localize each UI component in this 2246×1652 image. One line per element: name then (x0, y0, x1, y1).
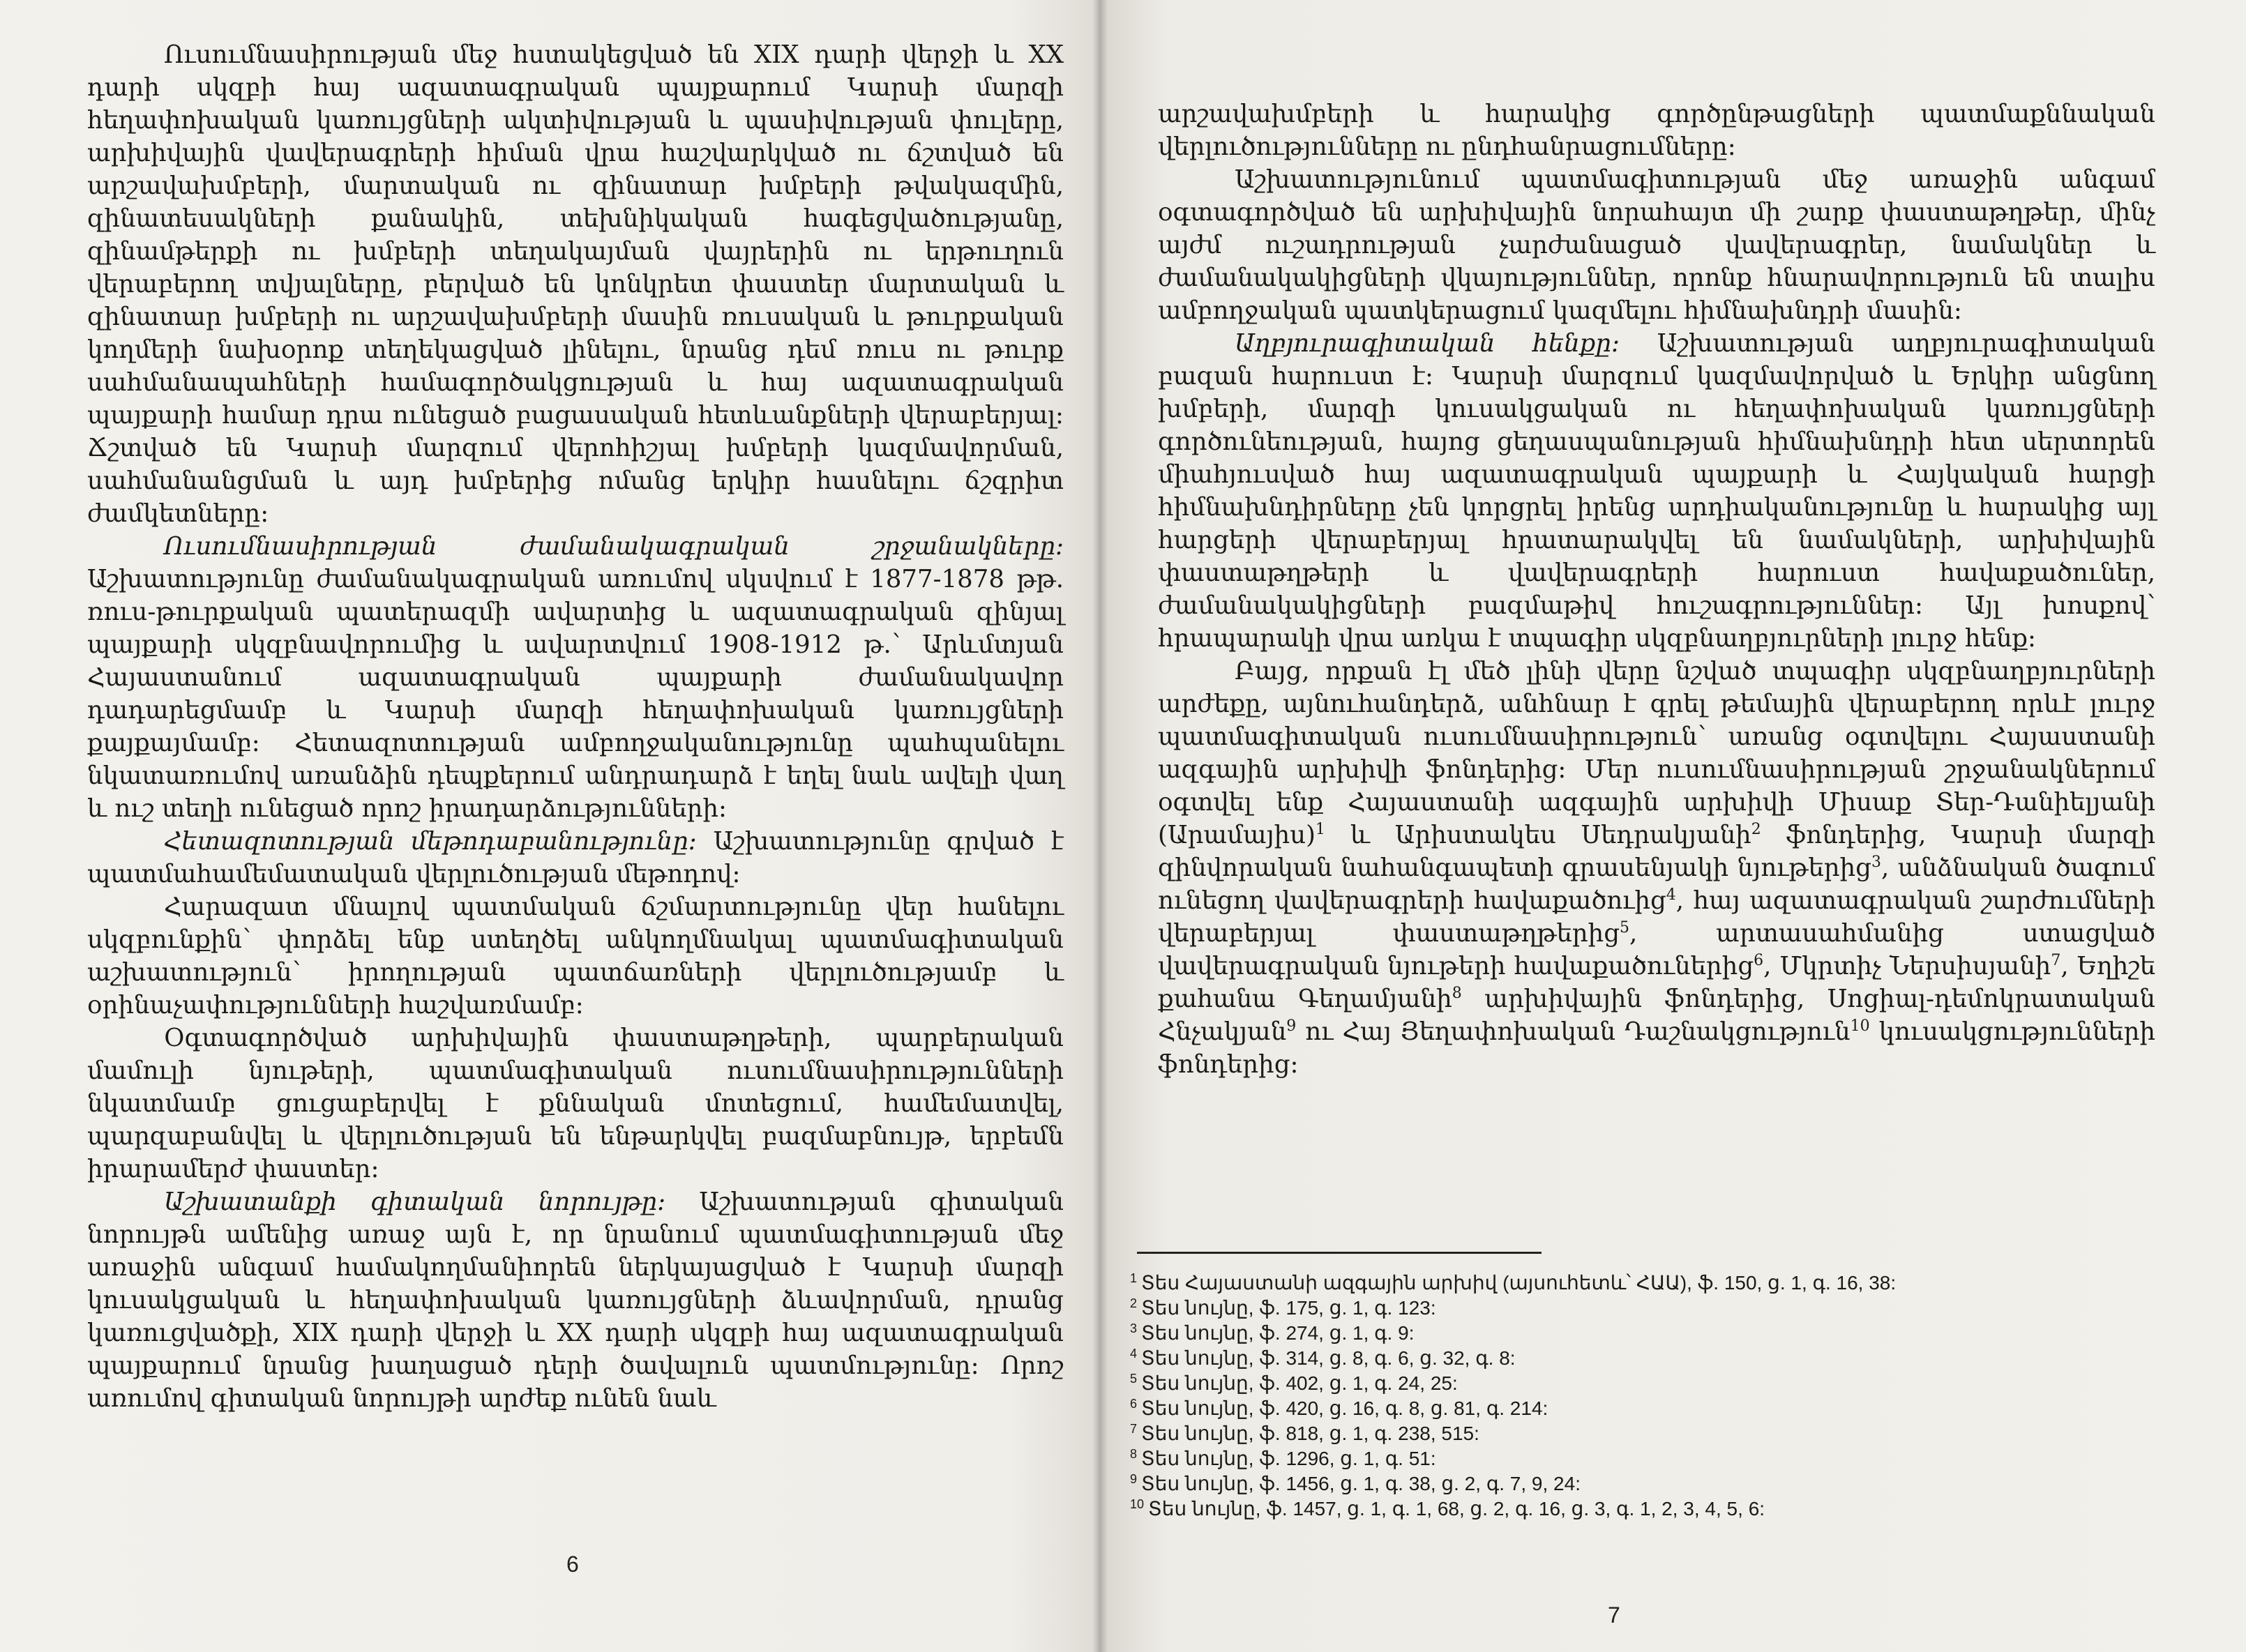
footnote-item (1130, 1371, 2190, 1396)
footnote-ref-4[interactable]: 4 (1666, 886, 1676, 904)
footnote-ref-8[interactable]: 8 (1452, 985, 1462, 1003)
footnote-number: 3 (1130, 1321, 1138, 1335)
paragraph-new-documents: Աշխատությունում պատմագիտության մեջ առաջին անգամ օգտագործված են արխիվային նորահայտ մի շարք փաստաթղթեր, մինչ այժմ ուշադրության չարժանացած վավերագրեր, նամակներ և ժամանակակիցների վկայություններ, որոնք հնարավորություն են տալիս ամբողջական պատկերացում կազմելու հիմնախնդրի մասին: (1158, 165, 2155, 325)
paragraph-source-base (1158, 327, 2155, 655)
footnote-ref-9[interactable]: 9 (1286, 1017, 1297, 1036)
footnote-number: 5 (1130, 1371, 1138, 1386)
footnote-text: Տես նույնը, ֆ. 274, ց. 1, գ. 9: (1141, 1322, 1415, 1344)
paragraph-archive-funds (1158, 655, 2155, 1081)
paragraph-research-summary: Ուսումնասիրության մեջ հստակեցված են XIX դարի վերջի և XX դարի սկզբի հայ ազատագրական պայքարում Կարսի մարզի հեղափոխական կառույցների ակտիվության և պասիվության փուլերը, արխիվային վավերագրերի հիման վրա հաշվարկված ու ճշտված են արշավախմբերի, մարտական ու զինատար խմբերի թվակազմին, զինատեսակների քանակին, տեխնիկական հագեցվածությանը, զինամթերքի ու խմբերի տեղակայման վայրերին ու երթուղուն վերաբերող տվյալները, բերված են կոնկրետ փաստեր մարտական և զինատար խմբերի ու արշավախմբերի մասին ռուսական և թուրքական կողմերի նախօրոք տեղեկացված լինելու, նրանց դեմ ռուս ու թուրք սահմանապահների համագործակցության և հայ ազատագրական պայքարի համար դրա ունեցած բացասական հետևանքների վերաբերյալ: Ճշտված են Կարսի մարզում վերոհիշյալ խմբերի կազմավորման, սահմանանցման և այդ խմբերից ոմանց երկիր հասնելու ճշգրիտ ժամկետները: (87, 40, 1064, 528)
footnote-item (1130, 1446, 2190, 1471)
archive-text-j: ու Հայ Յեղափոխական Դաշնակցություն (1296, 1017, 1851, 1046)
footnote-text: Տես նույնը, ֆ. 818, ց. 1, գ. 238, 515: (1141, 1423, 1479, 1444)
footnote-text: Տես նույնը, ֆ. 1457, ց. 1, գ. 1, 68, ց. 2, գ. 16, ց. 3, գ. 1, 2, 3, 4, 5, 6: (1148, 1498, 1765, 1520)
paragraph-chronological-scope (87, 530, 1064, 825)
source-base-text: Աշխատության աղբյուրագիտական բազան հարուստ է: Կարսի մարզում կազմավորված և Երկիր անցնող խմբերի, մարզի կուսակցական ու հեղափոխական կառույցների գործունեության, հայոց ցեղասպանության հիմնախնդրի հետ սերտորեն միահյուսված հայ ազատագրական պայքարի և Հայկական հարցի հիմնախնդիրները չեն կորցրել իրենց արդիականությունը և հարակից այլ հարցերի վերաբերյալ հրատարակվել են նամակների, արխիվային փաստաթղթերի և վավերագրերի հարուստ հավաքածուներ, ժամանակակիցների բազմաթիվ հուշագրություններ: Այլ խոսքով՝ հրապարակի վրա առկա է տպագիր սկզբնաղբյուրների լուրջ հենք: (1158, 329, 2155, 653)
footnote-number: 6 (1130, 1396, 1138, 1411)
footnote-item (1130, 1321, 2190, 1346)
archive-text-d: , անձնական ծագում ունեցող վավերագրերի հավաքածուից (1158, 854, 2155, 915)
footnote-number: 10 (1130, 1496, 1145, 1511)
footnote-number: 2 (1130, 1296, 1138, 1310)
archive-text-h: , Եղիշե քահանա Գեղամյանի (1158, 952, 2155, 1013)
footnote-item (1130, 1296, 2190, 1321)
archive-text-k: կուսակցությունների ֆոնդերից: (1158, 1017, 2155, 1079)
footnotes-list (1130, 1271, 2190, 1522)
book-gutter (1092, 0, 1108, 1652)
footnote-number: 8 (1130, 1446, 1138, 1461)
footnote-text: Տես նույնը, ֆ. 420, ց. 16, գ. 8, ց. 81, գ. 214: (1141, 1397, 1548, 1419)
archive-text-a: Բայց, որքան էլ մեծ լինի վերը նշված տպագիր սկզբնաղբյուրների արժեքը, այնուհանդերձ, անհնար է գրել թեմային վերաբերող որևէ լուրջ պատմագիտական ուսումնասիրություն՝ առանց օգտվելու Հայաստանի ազգային արխիվի ֆոնդերից: Մեր ուսումնասիրության շրջանակներում օգտվել ենք Հայաստանի ազգային արխիվի Միսաք Տեր-Դանիելյանի (Արամայիս) (1158, 657, 2155, 849)
chronological-scope-text: Աշխատությունը ժամանակագրական առումով սկսվում է 1877-1878 թթ. ռուս-թուրքական պատերազմի ավարտից և ազատագրական զինյալ պայքարի սկզբնավորումից և ավարտվում 1908-1912 թ.՝ Արևմտյան Հայաստանում ազատագրական պայքարի ժամանակավոր դադարեցմամբ և Կարսի մարզի հեղափոխական կառույցների քայքայմամբ: Հետազոտության ամբողջականությունը պահպանելու նկատառումով առանձին դեպքերում անդրադարձ է եղել նաև ավելի վաղ և ուշ տեղի ունեցած որոշ իրադարձությունների: (87, 565, 1064, 823)
footnote-ref-2[interactable]: 2 (1751, 821, 1761, 839)
footnote-item (1130, 1496, 2190, 1522)
archive-text-b: և Արիստակես Սեդրակյանի (1325, 821, 1751, 849)
paragraph-scientific-novelty (87, 1185, 1064, 1415)
archive-text-i: արխիվային ֆոնդերից, Սոցիալ-դեմոկրատական Հնչակյան (1158, 985, 2155, 1046)
footnote-text: Տես նույնը, ֆ. 314, ց. 8, գ. 6, ց. 32, գ. 8: (1141, 1347, 1516, 1369)
footnote-text: Տես նույնը, ֆ. 1456, ց. 1, գ. 38, ց. 2, գ. 7, 9, 24: (1141, 1473, 1581, 1494)
page-number-right: 7 (1608, 1602, 1620, 1628)
footnote-ref-3[interactable]: 3 (1871, 854, 1881, 872)
footnote-divider (1137, 1252, 1542, 1254)
footnote-number: 9 (1130, 1471, 1138, 1486)
methodology-text: Աշխատությունը գրված է պատմահամեմատական վերլուծության մեթոդով: (87, 827, 1064, 888)
paragraph-sources-approach: Օգտագործված արխիվային փաստաթղթերի, պարբերական մամուլի նյութերի, պատմագիտական ուսումնասիրությունների նկատմամբ ցուցաբերվել է քննական մոտեցում, համեմատվել, պարզաբանվել և վերլուծության են ենթարկվել բազմաբնույթ, երբեմն իրարամերժ փաստեր: (87, 1024, 1064, 1183)
page-number-left: 6 (566, 1552, 579, 1577)
footnote-text: Տես նույնը, ֆ. 175, ց. 1, գ. 123: (1141, 1297, 1436, 1319)
paragraph-objectivity: Հարազատ մնալով պատմական ճշմարտությունը վեր հանելու սկզբունքին՝ փորձել ենք ստեղծել անկողմնակալ պատմագիտական աշխատություն՝ իրողության պատճառների վերլուծությամբ և օրինաչափությունների հաշվառմամբ: (87, 893, 1064, 1020)
footnote-item (1130, 1271, 2190, 1296)
right-page (1099, 0, 2246, 1652)
scientific-novelty-text: Աշխատության գիտական նորույթն ամենից առաջ այն է, որ նրանում պատմագիտության մեջ առաջին անգամ համակողմանիորեն ներկայացված է Կարսի մարզի կուսակցական և հեղափոխական կառույցների ձևավորման, դրանց կառուցվածքի, XIX դարի վերջի և XX դարի սկզբի հայ ազատագրական պայքարում նրանց խաղացած դերի ծավալուն պատմությունը: Որոշ առումով գիտական նորույթի արժեք ունեն նաև (87, 1188, 1064, 1413)
archive-text-c: ֆոնդերից, Կարսի մարզի զինվորական նահանգապետի գրասենյակի նյութերից (1158, 821, 2155, 882)
heading-chronological-scope: Ուսումնասիրության ժամանակագրական շրջանակները: (164, 532, 1064, 561)
footnote-text: Տես Հայաստանի ազգային արխիվ (այսուհետև՝ ՀԱԱ), ֆ. 150, ց. 1, գ. 16, 38: (1141, 1272, 1897, 1294)
footnote-number: 4 (1130, 1346, 1138, 1361)
footnote-ref-6[interactable]: 6 (1754, 952, 1764, 970)
footnote-number: 7 (1130, 1421, 1138, 1436)
paragraph-methodology (87, 825, 1064, 891)
footnote-number: 1 (1130, 1271, 1138, 1285)
footnote-item (1130, 1421, 2190, 1446)
footnote-item (1130, 1346, 2190, 1371)
archive-text-e: , հայ ազատագրական շարժումների վերաբերյալ փաստաթղթերից (1158, 886, 2155, 948)
heading-source-base: Աղբյուրագիտական հենքը: (1235, 329, 1620, 358)
footnote-ref-10[interactable]: 10 (1850, 1017, 1870, 1036)
footnote-item (1130, 1396, 2190, 1421)
archive-text-g: , Մկրտիչ Ներսիսյանի (1763, 952, 2051, 980)
footnote-ref-5[interactable]: 5 (1620, 919, 1630, 937)
heading-scientific-novelty: Աշխատանքի գիտական նորույթը: (164, 1188, 666, 1216)
heading-methodology: Հետազոտության մեթոդաբանությունը: (164, 827, 697, 856)
footnote-text: Տես նույնը, ֆ. 402, ց. 1, գ. 24, 25: (1141, 1372, 1458, 1394)
footnote-ref-7[interactable]: 7 (2051, 952, 2061, 970)
paragraph-continuation: արշավախմբերի և հարակից գործընթացների պատմաքննական վերլուծությունները ու ընդհանրացումները: (1158, 100, 2155, 161)
footnote-ref-1[interactable]: 1 (1315, 821, 1325, 839)
footnote-text: Տես նույնը, ֆ. 1296, ց. 1, գ. 51: (1141, 1448, 1436, 1469)
footnote-item (1130, 1471, 2190, 1496)
archive-text-f: , արտասահմանից ստացված վավերագրական նյութերի հավաքածուներից (1158, 919, 2156, 980)
left-page (0, 0, 1099, 1652)
right-page-body (1158, 98, 2155, 1081)
left-page-body (87, 38, 1064, 1415)
